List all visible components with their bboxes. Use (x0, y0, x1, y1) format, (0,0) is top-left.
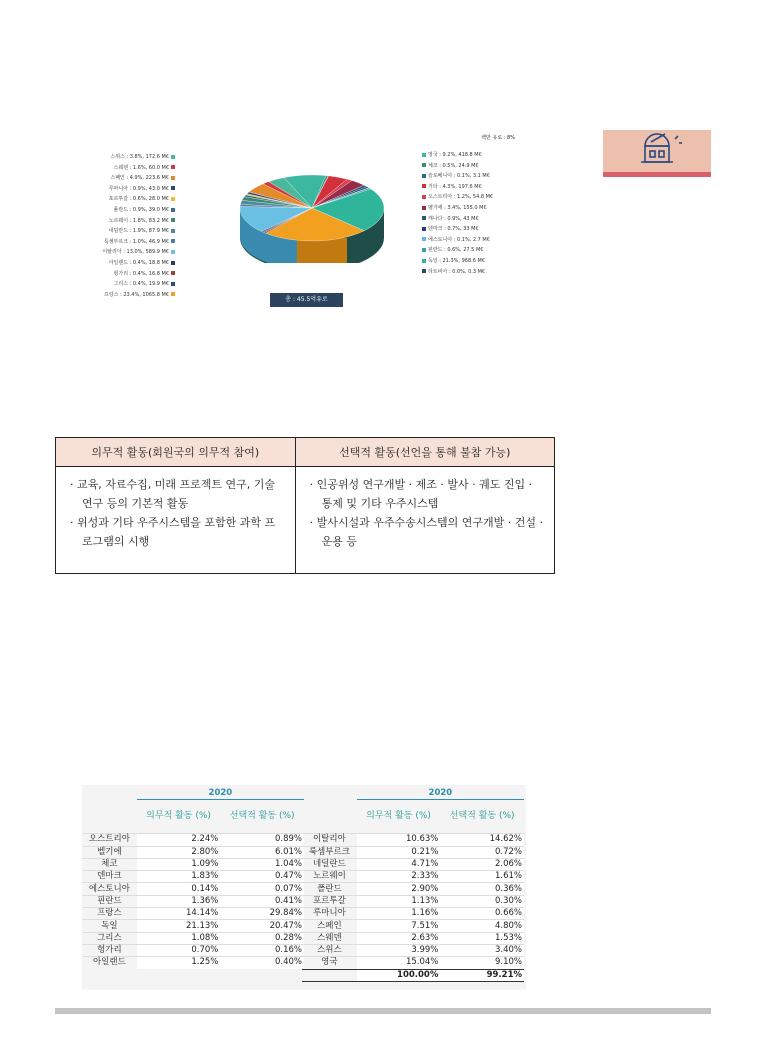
observatory-icon (603, 130, 711, 172)
legend-swatch (422, 206, 426, 210)
legend-swatch (422, 259, 426, 263)
legend-swatch (422, 163, 426, 167)
legend-text: 체코 : 0.5%, 24.9 M€ (428, 162, 479, 169)
country-name: 프랑스 (97, 908, 122, 919)
legend-swatch (171, 239, 175, 243)
legend-text: 스페인 : 4.9%, 223.6 M€ (110, 175, 169, 182)
contrib-row (82, 858, 304, 870)
optional-value: 0.41% (220, 895, 304, 907)
legend-left-item (114, 207, 177, 213)
mandatory-item: · 교육, 자료수집, 미래 프로젝트 연구, 기술연구 등의 기본적 활동 (70, 478, 275, 510)
optional-item: · 인공위성 연구개발 · 제조 · 발사 · 궤도 진입 · 통제 및 기타 우주시스템 (309, 478, 533, 510)
mandatory-value: 10.63% (357, 834, 441, 846)
legend-text: 루마니아 : 0.9%, 43.0 M€ (108, 185, 169, 192)
contrib-table-left (82, 788, 304, 969)
legend-text: 노르웨이 : 1.8%, 83.2 M€ (108, 217, 169, 224)
legend-text: 룩셈부르크 : 1.0%, 46.9 M€ (103, 238, 169, 245)
contrib-row (302, 846, 524, 858)
legend-text: 프랑스 : 23.4%, 1065.8 M€ (104, 291, 169, 298)
optional-value: 1.61% (440, 871, 524, 883)
legend-right-item (420, 237, 490, 243)
legend-left-item (109, 260, 177, 266)
legend-swatch (422, 174, 426, 178)
mandatory-value: 0.21% (357, 846, 441, 858)
legend-right-item (420, 247, 483, 253)
legend-left-item (109, 196, 177, 202)
legend-swatch (422, 184, 426, 188)
contrib-row (302, 858, 524, 870)
country-name: 스위스 (317, 945, 342, 956)
contrib-row (82, 883, 304, 895)
contrib-row (82, 920, 304, 932)
legend-text: 네덜란드 : 1.9%, 87.9 M€ (108, 228, 169, 235)
legend-text: 독일 : 21.3%, 968.6 M€ (428, 258, 485, 264)
country-name: 루마니아 (312, 908, 346, 919)
legend-right-item (420, 205, 487, 211)
legend-swatch (422, 269, 426, 273)
country-name: 포르투갈 (312, 895, 346, 906)
activity-table (55, 437, 555, 574)
legend-text: 오스트리아 : 1.2%, 54.8 M€ (428, 194, 494, 201)
total-label (302, 969, 357, 981)
mandatory-value: 0.14% (137, 883, 221, 895)
legend-swatch (171, 176, 175, 180)
country-name: 폴란드 (317, 883, 342, 894)
legend-right-item (420, 226, 479, 232)
legend-text: 포르투갈 : 0.6%, 28.0 M€ (108, 196, 169, 203)
mandatory-value: 2.63% (357, 932, 441, 944)
optional-value: 14.62% (440, 834, 524, 846)
legend-swatch (171, 155, 175, 159)
legend-text: 슬로베니아 : 0.1%, 3.1 M€ (428, 173, 490, 180)
legend-left-item (110, 175, 177, 181)
country-name: 스페인 (317, 920, 342, 931)
mandatory-header: 의무적 활동(회원국의 의무적 참여) (56, 438, 296, 467)
optional-value: 4.80% (440, 920, 524, 932)
mandatory-col-header: 의무적 활동 (%) (146, 811, 211, 822)
legend-left-item (114, 271, 177, 277)
legend-text: 스위스 : 3.8%, 172.6 M€ (110, 154, 169, 160)
mandatory-value: 2.80% (137, 846, 221, 858)
optional-value: 2.06% (440, 858, 524, 870)
legend-text: 라트비아 : 0.0%, 0.3 M€ (428, 268, 486, 275)
legend-swatch (171, 208, 175, 212)
optional-col-header: 선택적 활동 (%) (229, 811, 295, 822)
legend-text: 에스토니아 : 0.1%, 2.7 M€ (428, 236, 490, 243)
optional-value: 6.01% (220, 846, 304, 858)
legend-left-item (110, 154, 177, 160)
mandatory-value: 2.33% (357, 871, 441, 883)
optional-value: 0.40% (220, 957, 304, 969)
legend-swatch (422, 248, 426, 252)
country-name: 노르웨이 (312, 871, 346, 882)
mandatory-item: · 위성과 기타 우주시스템을 포함한 과학 프로그램의 시행 (70, 516, 276, 548)
mandatory-value: 1.36% (137, 895, 221, 907)
optional-value: 0.16% (220, 944, 304, 956)
mandatory-value: 15.04% (357, 957, 441, 969)
mandatory-value: 1.08% (137, 932, 221, 944)
mandatory-value: 1.83% (137, 871, 221, 883)
country-name: 아일랜드 (92, 957, 126, 968)
legend-text: 이탈리아 : 13.0%, 589.9 M€ (102, 249, 169, 256)
contrib-row (302, 932, 524, 944)
country-name: 영국 (321, 957, 338, 968)
legend-swatch (171, 218, 175, 222)
legend-swatch (171, 292, 175, 296)
legend-text: 영국 : 9.2%, 418.8 M€ (428, 152, 482, 158)
country-name: 헝가리 (97, 945, 122, 956)
optional-item: · 발사시설과 우주수송시스템의 연구개발 · 건설 · 운용 등 (309, 516, 543, 548)
country-name: 독일 (101, 920, 118, 931)
country-name: 체코 (101, 859, 118, 870)
legend-swatch (171, 271, 175, 275)
contrib-row (82, 871, 304, 883)
legend-right-item (420, 173, 490, 179)
legend-swatch (422, 237, 426, 241)
year-header: 2020 (357, 788, 524, 800)
contrib-row (302, 883, 524, 895)
optional-col-header: 선택적 활동 (%) (449, 811, 515, 822)
contrib-row (82, 908, 304, 920)
mandatory-cell (56, 467, 296, 574)
legend-right-item (420, 216, 479, 222)
legend-swatch (422, 227, 426, 231)
legend-right-item (420, 152, 482, 158)
legend-swatch (422, 153, 426, 157)
legend-left-item (109, 186, 177, 192)
country-name: 오스트리아 (88, 834, 130, 845)
mandatory-value: 14.14% (137, 908, 221, 920)
optional-value: 0.28% (220, 932, 304, 944)
contrib-row (302, 944, 524, 956)
contrib-row (82, 932, 304, 944)
mandatory-value: 2.24% (137, 834, 221, 846)
mandatory-value: 1.25% (137, 957, 221, 969)
optional-value: 0.36% (440, 883, 524, 895)
legend-text: 캐나다 : 0.9%, 43 M€ (428, 215, 479, 222)
contrib-row (82, 834, 304, 846)
optional-header: 선택적 활동(선언을 통해 불참 가능) (295, 438, 554, 467)
legend-text: 아일랜드 : 0.4%, 18.8 M€ (108, 260, 169, 266)
legend-right-item (420, 184, 482, 190)
optional-value: 9.10% (440, 957, 524, 969)
legend-swatch (171, 197, 175, 201)
optional-value: 3.40% (440, 944, 524, 956)
optional-value: 0.66% (440, 908, 524, 920)
contrib-table-right (302, 788, 524, 982)
optional-cell (295, 467, 554, 574)
country-name: 룩셈부르크 (308, 846, 350, 857)
optional-value: 0.89% (220, 834, 304, 846)
optional-value: 1.53% (440, 932, 524, 944)
country-name: 이탈리아 (312, 834, 346, 845)
optional-value: 1.04% (220, 858, 304, 870)
legend-left-item (109, 218, 177, 224)
total-optional: 99.21% (440, 969, 524, 981)
legend-text: 덴마크 : 0.7%, 33 M€ (428, 226, 479, 233)
legend-text: 스웨덴 : 1.6%, 60.0 M€ (113, 164, 169, 171)
legend-text: 그리스 : 0.4%, 19.9 M€ (113, 281, 169, 288)
footer-divider (55, 1008, 711, 1014)
legend-right-item (420, 258, 485, 264)
mandatory-value: 0.70% (137, 944, 221, 956)
contrib-row (82, 944, 304, 956)
optional-value: 29.84% (220, 908, 304, 920)
contrib-row (82, 846, 304, 858)
optional-value: 0.72% (440, 846, 524, 858)
optional-value: 0.07% (220, 883, 304, 895)
mandatory-value: 1.16% (357, 908, 441, 920)
country-name: 벨기에 (97, 846, 122, 857)
contrib-row (302, 957, 524, 969)
country-name: 핀란드 (97, 895, 122, 906)
legend-text: 기타 : 4.3%, 197.6 M€ (428, 183, 482, 190)
legend-swatch (422, 195, 426, 199)
legend-text: 핀란드 : 0.6%, 27.5 M€ (428, 247, 484, 254)
contrib-total-row (302, 969, 524, 981)
mandatory-col-header: 의무적 활동 (%) (366, 811, 431, 822)
legend-right-item (420, 269, 485, 275)
contrib-row (82, 957, 304, 969)
legend-left-item (102, 249, 177, 255)
contrib-row (302, 920, 524, 932)
mandatory-value: 7.51% (357, 920, 441, 932)
country-name: 그리스 (97, 932, 122, 943)
optional-value: 20.47% (220, 920, 304, 932)
legend-text: 벨기에 : 3.4%, 155.0 M€ (428, 205, 487, 211)
pie-depth-france (297, 238, 347, 263)
legend-swatch (171, 282, 175, 286)
legend-swatch (422, 216, 426, 220)
total-mandatory: 100.00% (357, 969, 441, 981)
legend-left-item (104, 292, 177, 298)
contrib-row (82, 895, 304, 907)
legend-right-item (420, 163, 479, 169)
contrib-row (302, 895, 524, 907)
contrib-row (302, 834, 524, 846)
legend-left-item (109, 228, 177, 234)
mandatory-value: 21.13% (137, 920, 221, 932)
mandatory-value: 1.13% (357, 895, 441, 907)
contrib-row (302, 908, 524, 920)
legend-left-item (104, 239, 177, 245)
pie-slices (240, 175, 384, 241)
optional-value: 0.30% (440, 895, 524, 907)
country-name: 네덜란드 (312, 859, 346, 870)
mandatory-value: 2.90% (357, 883, 441, 895)
legend-swatch (171, 250, 175, 254)
contrib-row (302, 871, 524, 883)
legend-right-item (420, 194, 493, 200)
legend-swatch (171, 165, 175, 169)
mandatory-value: 1.09% (137, 858, 221, 870)
mandatory-value: 4.71% (357, 858, 441, 870)
legend-swatch (171, 186, 175, 190)
country-name: 에스토니아 (88, 883, 130, 894)
year-header: 2020 (137, 788, 304, 800)
optional-value: 0.47% (220, 871, 304, 883)
legend-left-item (114, 281, 177, 287)
legend-left-item (114, 165, 177, 171)
country-name: 덴마크 (97, 871, 122, 882)
legend-text: 폴란드 : 0.9%, 39.0 M€ (113, 207, 169, 213)
legend-swatch (171, 261, 175, 265)
mandatory-value: 3.99% (357, 944, 441, 956)
country-name: 스웨덴 (317, 932, 342, 943)
budget-pie-chart (87, 128, 527, 313)
chart-total-badge: 총 : 45.5억유로 (270, 293, 343, 307)
chart-unit-label: 백만 유로 : 8% (481, 135, 515, 141)
pie-graphic (237, 153, 387, 263)
observatory-banner (603, 130, 711, 177)
legend-swatch (171, 229, 175, 233)
legend-text: 헝가리 : 0.4%, 16.8 M€ (113, 270, 169, 277)
